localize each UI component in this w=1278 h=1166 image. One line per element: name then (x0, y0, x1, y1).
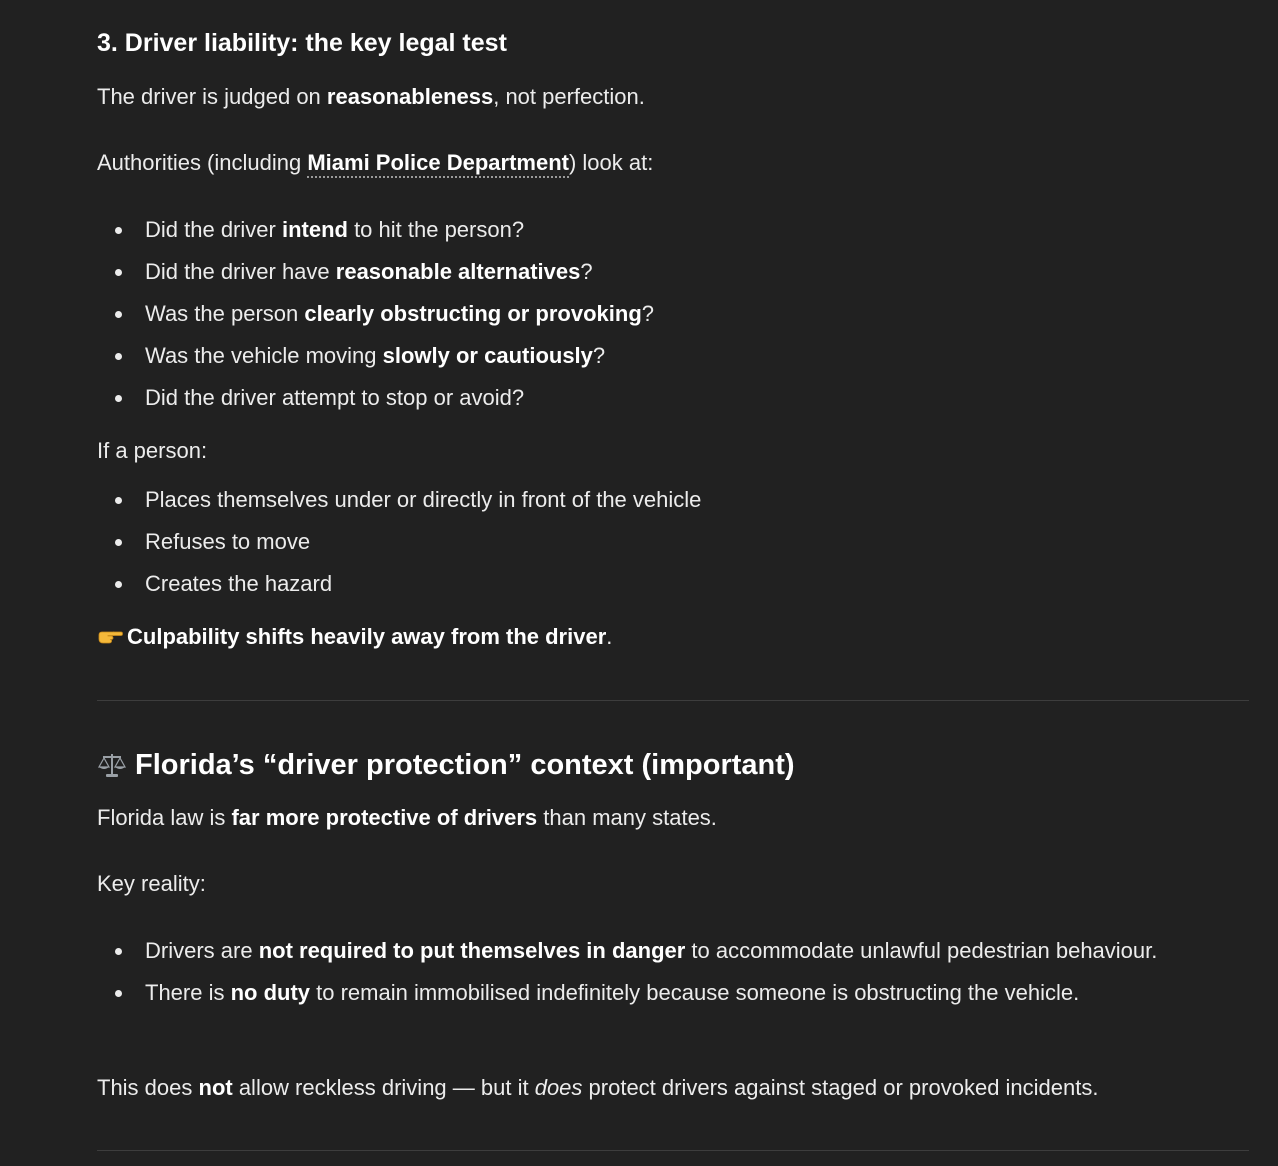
list-item: Did the driver attempt to stop or avoid? (97, 377, 1217, 419)
paragraph-authorities: Authorities (including Miami Police Department) look at: (97, 146, 653, 180)
list-item: There is no duty to remain immobilised indefinitely because someone is obstructing the vehicle. (97, 972, 1217, 1014)
divider (97, 700, 1249, 701)
list-item: Was the vehicle moving slowly or cautiously? (97, 335, 1217, 377)
list-item: Refuses to move (97, 521, 1217, 563)
divider (97, 1150, 1249, 1151)
list-item: Drivers are not required to put themselves in danger to accommodate unlawful pedestrian behaviour. (97, 930, 1217, 972)
questions-list (97, 209, 1217, 419)
balance-scale-icon (97, 750, 127, 780)
paragraph-key-reality: Key reality: (97, 871, 206, 896)
paragraph-if-person: If a person: (97, 438, 208, 463)
list-item: Was the person clearly obstructing or provoking? (97, 293, 1217, 335)
conditions-list (97, 479, 1217, 605)
list-item: Did the driver intend to hit the person? (97, 209, 1217, 251)
list-item: Did the driver have reasonable alternatives? (97, 251, 1217, 293)
section-heading-florida-context: Florida’s “driver protection” context (important) (97, 745, 795, 785)
reality-list (97, 930, 1217, 1014)
paragraph-closing: This does not allow reckless driving — but it does protect drivers against staged or provoked incidents. (97, 1075, 1099, 1100)
list-item: Creates the hazard (97, 563, 1217, 605)
paragraph-florida-law: Florida law is far more protective of drivers than many states. (97, 805, 717, 830)
paragraph-conclusion: Culpability shifts heavily away from the driver. (97, 620, 612, 654)
paragraph-reasonableness: The driver is judged on reasonableness, not perfection. (97, 84, 645, 109)
section-heading-driver-liability: 3. Driver liability: the key legal test (97, 29, 507, 57)
miami-police-entity-link[interactable]: Miami Police Department (307, 150, 569, 178)
pointing-hand-icon (97, 626, 123, 646)
list-item: Places themselves under or directly in front of the vehicle (97, 479, 1217, 521)
